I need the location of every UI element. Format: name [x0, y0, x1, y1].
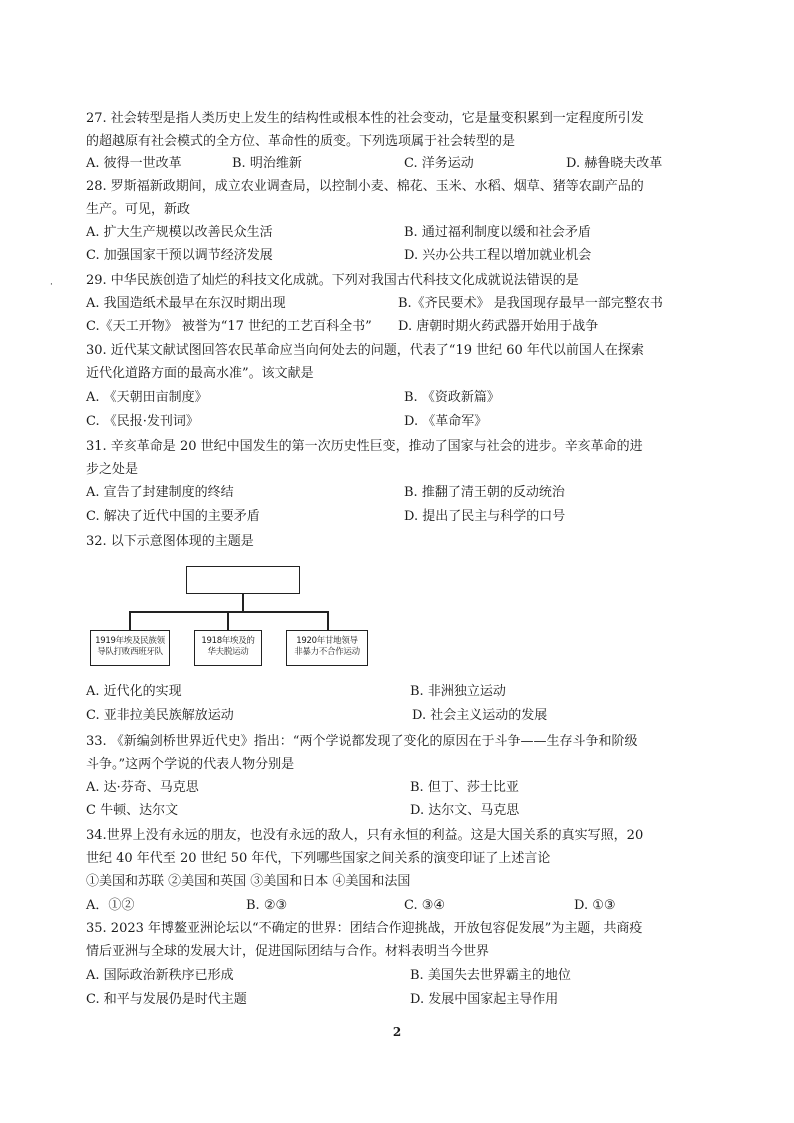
q34-option-c: C. ③④ [404, 898, 446, 913]
diagram-box-3-line1: 1920年甘地领导 [296, 636, 358, 646]
q30-option-d: D. 《革命军》 [404, 414, 488, 429]
q35-option-c: C. 和平与发展仍是时代主题 [86, 992, 247, 1007]
q35-stem-line1: 35. 2023 年博鳌亚洲论坛以“不确定的世界：团结合作迎挑战，开放包容促发展”为主题，共商疫 [86, 921, 643, 936]
q30-option-a: A. 《天朝田亩制度》 [86, 390, 208, 405]
q28-option-b: B. 通过福利制度以缓和社会矛盾 [404, 225, 591, 240]
q28-stem-line2: 生产。可见，新政 [86, 202, 191, 217]
diagram-trunk-line [242, 594, 244, 612]
diagram-box-2-line2: 华夫脱运动 [207, 647, 249, 657]
q27-option-a: A. 彼得一世改革 [86, 156, 182, 171]
margin-mark: · [50, 280, 53, 290]
q32-diagram [86, 566, 386, 678]
q30-option-c: C. 《民报·发刊词》 [86, 414, 199, 429]
q32-stem-line1: 32. 以下示意图体现的主题是 [86, 534, 254, 549]
diagram-drop-line-1 [129, 611, 131, 630]
q34-option-b: B. ②③ [246, 898, 288, 913]
q33-option-c: C 牛顿、达尔文 [86, 803, 179, 818]
q34-option-a: A．①② [86, 898, 135, 913]
q32-option-d: D. 社会主义运动的发展 [412, 708, 548, 723]
q27-option-d: D. 赫鲁晓夫改革 [566, 156, 663, 171]
q33-stem-line1: 33. 《新编剑桥世界近代史》指出：“两个学说都发现了变化的原因在于斗争——生存斗争和阶级 [86, 734, 638, 749]
q34-stem-line2: 世纪 40 年代至 20 世纪 50 年代，下列哪些国家之间关系的演变印证了上述言论 [86, 851, 551, 866]
q29-option-a: A. 我国造纸术最早在东汉时期出现 [86, 296, 286, 311]
q33-option-b: B. 但丁、莎士比亚 [410, 780, 519, 795]
q28-option-c: C. 加强国家干预以调节经济发展 [86, 248, 273, 263]
q30-stem-line2: 近代化道路方面的最高水准”。该文献是 [86, 366, 314, 381]
q33-option-a: A. 达·芬奇、马克思 [86, 780, 199, 795]
q33-stem-line2: 斗争。”这两个学说的代表人物分别是 [86, 757, 295, 772]
q31-stem-line1: 31. 辛亥革命是 20 世纪中国发生的第一次历史性巨变，推动了国家与社会的进步。辛亥革命的进 [86, 439, 643, 454]
q31-option-d: D. 提出了民主与科学的口号 [404, 509, 566, 524]
q31-stem-line2: 步之处是 [86, 462, 139, 477]
q33-option-d: D. 达尔文、马克思 [410, 803, 520, 818]
q31-option-b: B. 推翻了清王朝的反动统治 [404, 485, 565, 500]
diagram-box-3 [286, 630, 368, 666]
q34-option-d: D. ①③ [574, 898, 616, 913]
q29-option-d: D. 唐朝时期火药武器开始用于战争 [398, 319, 599, 334]
diagram-drop-line-3 [327, 611, 329, 630]
q32-option-a: A. 近代化的实现 [86, 684, 182, 699]
q32-option-c: C. 亚非拉美民族解放运动 [86, 708, 234, 723]
diagram-box-1-line1: 1919年埃及民族领 [95, 636, 165, 646]
diagram-box-1 [90, 630, 170, 666]
q27-stem-line2: 的超越原有社会模式的全方位、革命性的质变。下列选项属于社会转型的是 [86, 134, 516, 149]
q28-option-a: A. 扩大生产规模以改善民众生活 [86, 225, 273, 240]
q35-option-a: A. 国际政治新秩序已形成 [86, 968, 234, 983]
diagram-branch-line [129, 611, 328, 613]
q27-stem-line1: 27. 社会转型是指人类历史上发生的结构性或根本性的社会变动，它是量变积累到一定程度所引发 [86, 111, 644, 126]
q29-option-b: B.《齐民要术》 是我国现存最早一部完整农书 [398, 296, 663, 311]
q34-stem-line1: 34.世界上没有永远的朋友，也没有永远的敌人，只有永恒的利益。这是大国关系的真实写照，20 [86, 828, 644, 843]
diagram-theme-box [186, 566, 300, 594]
diagram-box-1-line2: 导队打败西班牙队 [97, 647, 163, 657]
q35-option-d: D. 发展中国家起主导作用 [410, 992, 559, 1007]
q30-stem-line1: 30. 近代某文献试图回答农民革命应当向何处去的问题，代表了“19 世纪 60 年代以前国人在探索 [86, 343, 644, 358]
q31-option-c: C. 解决了近代中国的主要矛盾 [86, 509, 260, 524]
diagram-drop-line-2 [227, 611, 229, 630]
q27-option-b: B. 明治维新 [232, 156, 302, 171]
diagram-box-2-line1: 1918年埃及的 [201, 636, 255, 646]
q31-option-a: A. 宣告了封建制度的终结 [86, 485, 234, 500]
q32-option-b: B. 非洲独立运动 [410, 684, 506, 699]
q29-option-c: C.《天工开物》 被誉为“17 世纪的工艺百科全书” [86, 319, 372, 334]
q35-stem-line2: 情后亚洲与全球的发展大计，促进国际团结与合作。材料表明当今世界 [86, 944, 490, 959]
q27-option-c: C. 洋务运动 [404, 156, 474, 171]
diagram-box-3-line2: 非暴力不合作运动 [294, 647, 360, 657]
q34-choices: ①美国和苏联 ②美国和英国 ③美国和日本 ④美国和法国 [86, 874, 411, 889]
q35-option-b: B. 美国失去世界霸主的地位 [410, 968, 571, 983]
q29-stem-line1: 29. 中华民族创造了灿烂的科技文化成就。下列对我国古代科技文化成就说法错误的是 [86, 273, 579, 288]
diagram-box-2 [194, 630, 262, 666]
q28-stem-line1: 28. 罗斯福新政期间，成立农业调查局，以控制小麦、棉花、玉米、水稻、烟草、猪等农副产品的 [86, 179, 644, 194]
q28-option-d: D. 兴办公共工程以增加就业机会 [404, 248, 592, 263]
q30-option-b: B. 《资政新篇》 [404, 390, 500, 405]
page-number: 2 [392, 1025, 402, 1039]
